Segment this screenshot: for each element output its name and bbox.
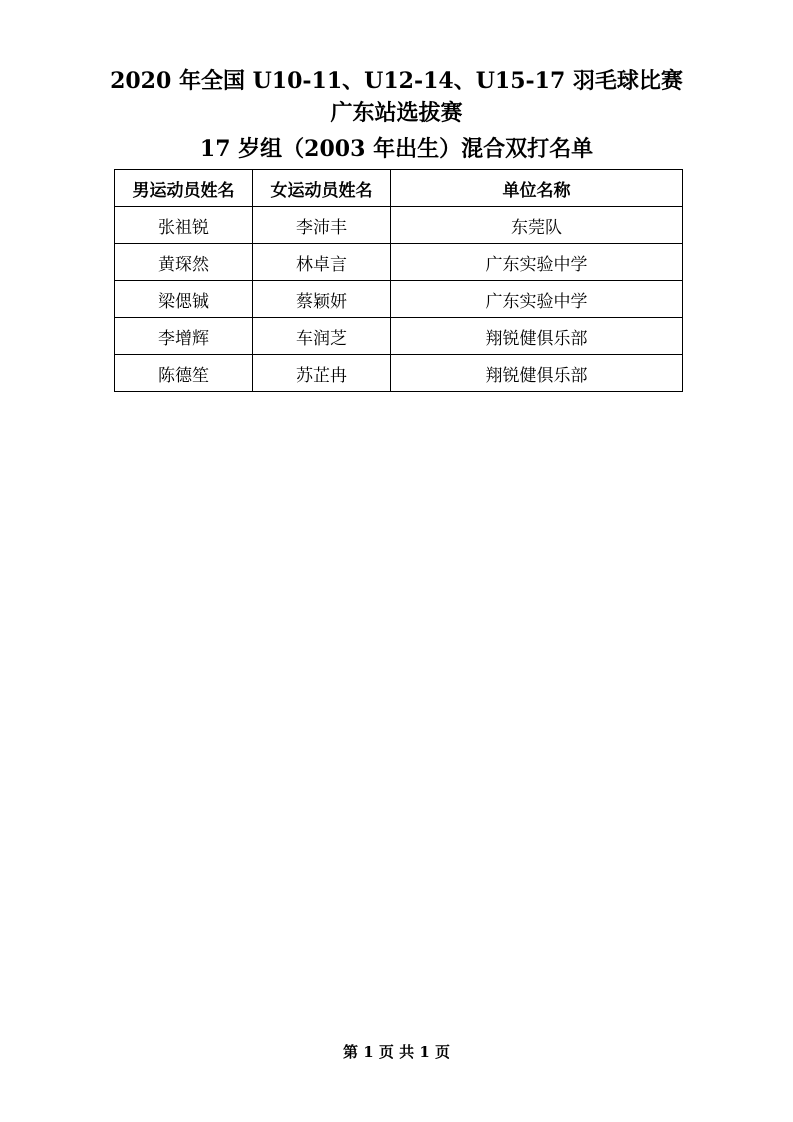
male-athlete-cell: 李增辉 — [115, 318, 253, 355]
unit-name-cell: 翔锐健俱乐部 — [391, 318, 683, 355]
column-header-male-athlete: 男运动员姓名 — [115, 170, 253, 207]
unit-name-cell: 广东实验中学 — [391, 244, 683, 281]
male-athlete-cell: 张祖锐 — [115, 207, 253, 244]
unit-name-cell: 翔锐健俱乐部 — [391, 355, 683, 392]
page-number-footer: 第 1 页 共 1 页 — [343, 1043, 450, 1061]
table-row — [115, 318, 683, 355]
column-header-unit-name: 单位名称 — [391, 170, 683, 207]
unit-name-cell: 广东实验中学 — [391, 281, 683, 318]
female-athlete-cell: 苏芷冉 — [253, 355, 391, 392]
document-title-line3: 17 岁组（2003 年出生）混合双打名单 — [199, 136, 594, 162]
mixed-doubles-roster-table — [114, 169, 683, 392]
female-athlete-cell: 车润芝 — [253, 318, 391, 355]
document-title-line1: 2020 年全国 U10-11、U12-14、U15-17 羽毛球比赛 — [110, 68, 683, 94]
table-row — [115, 281, 683, 318]
table-row — [115, 355, 683, 392]
male-athlete-cell: 梁偲铖 — [115, 281, 253, 318]
female-athlete-cell: 林卓言 — [253, 244, 391, 281]
table-row — [115, 207, 683, 244]
male-athlete-cell: 陈德笙 — [115, 355, 253, 392]
female-athlete-cell: 李沛丰 — [253, 207, 391, 244]
unit-name-cell: 东莞队 — [391, 207, 683, 244]
table-row — [115, 244, 683, 281]
document-title-line2: 广东站选拔赛 — [330, 100, 463, 126]
female-athlete-cell: 蔡颖妍 — [253, 281, 391, 318]
male-athlete-cell: 黄琛然 — [115, 244, 253, 281]
column-header-female-athlete: 女运动员姓名 — [253, 170, 391, 207]
table-header-row — [115, 170, 683, 207]
